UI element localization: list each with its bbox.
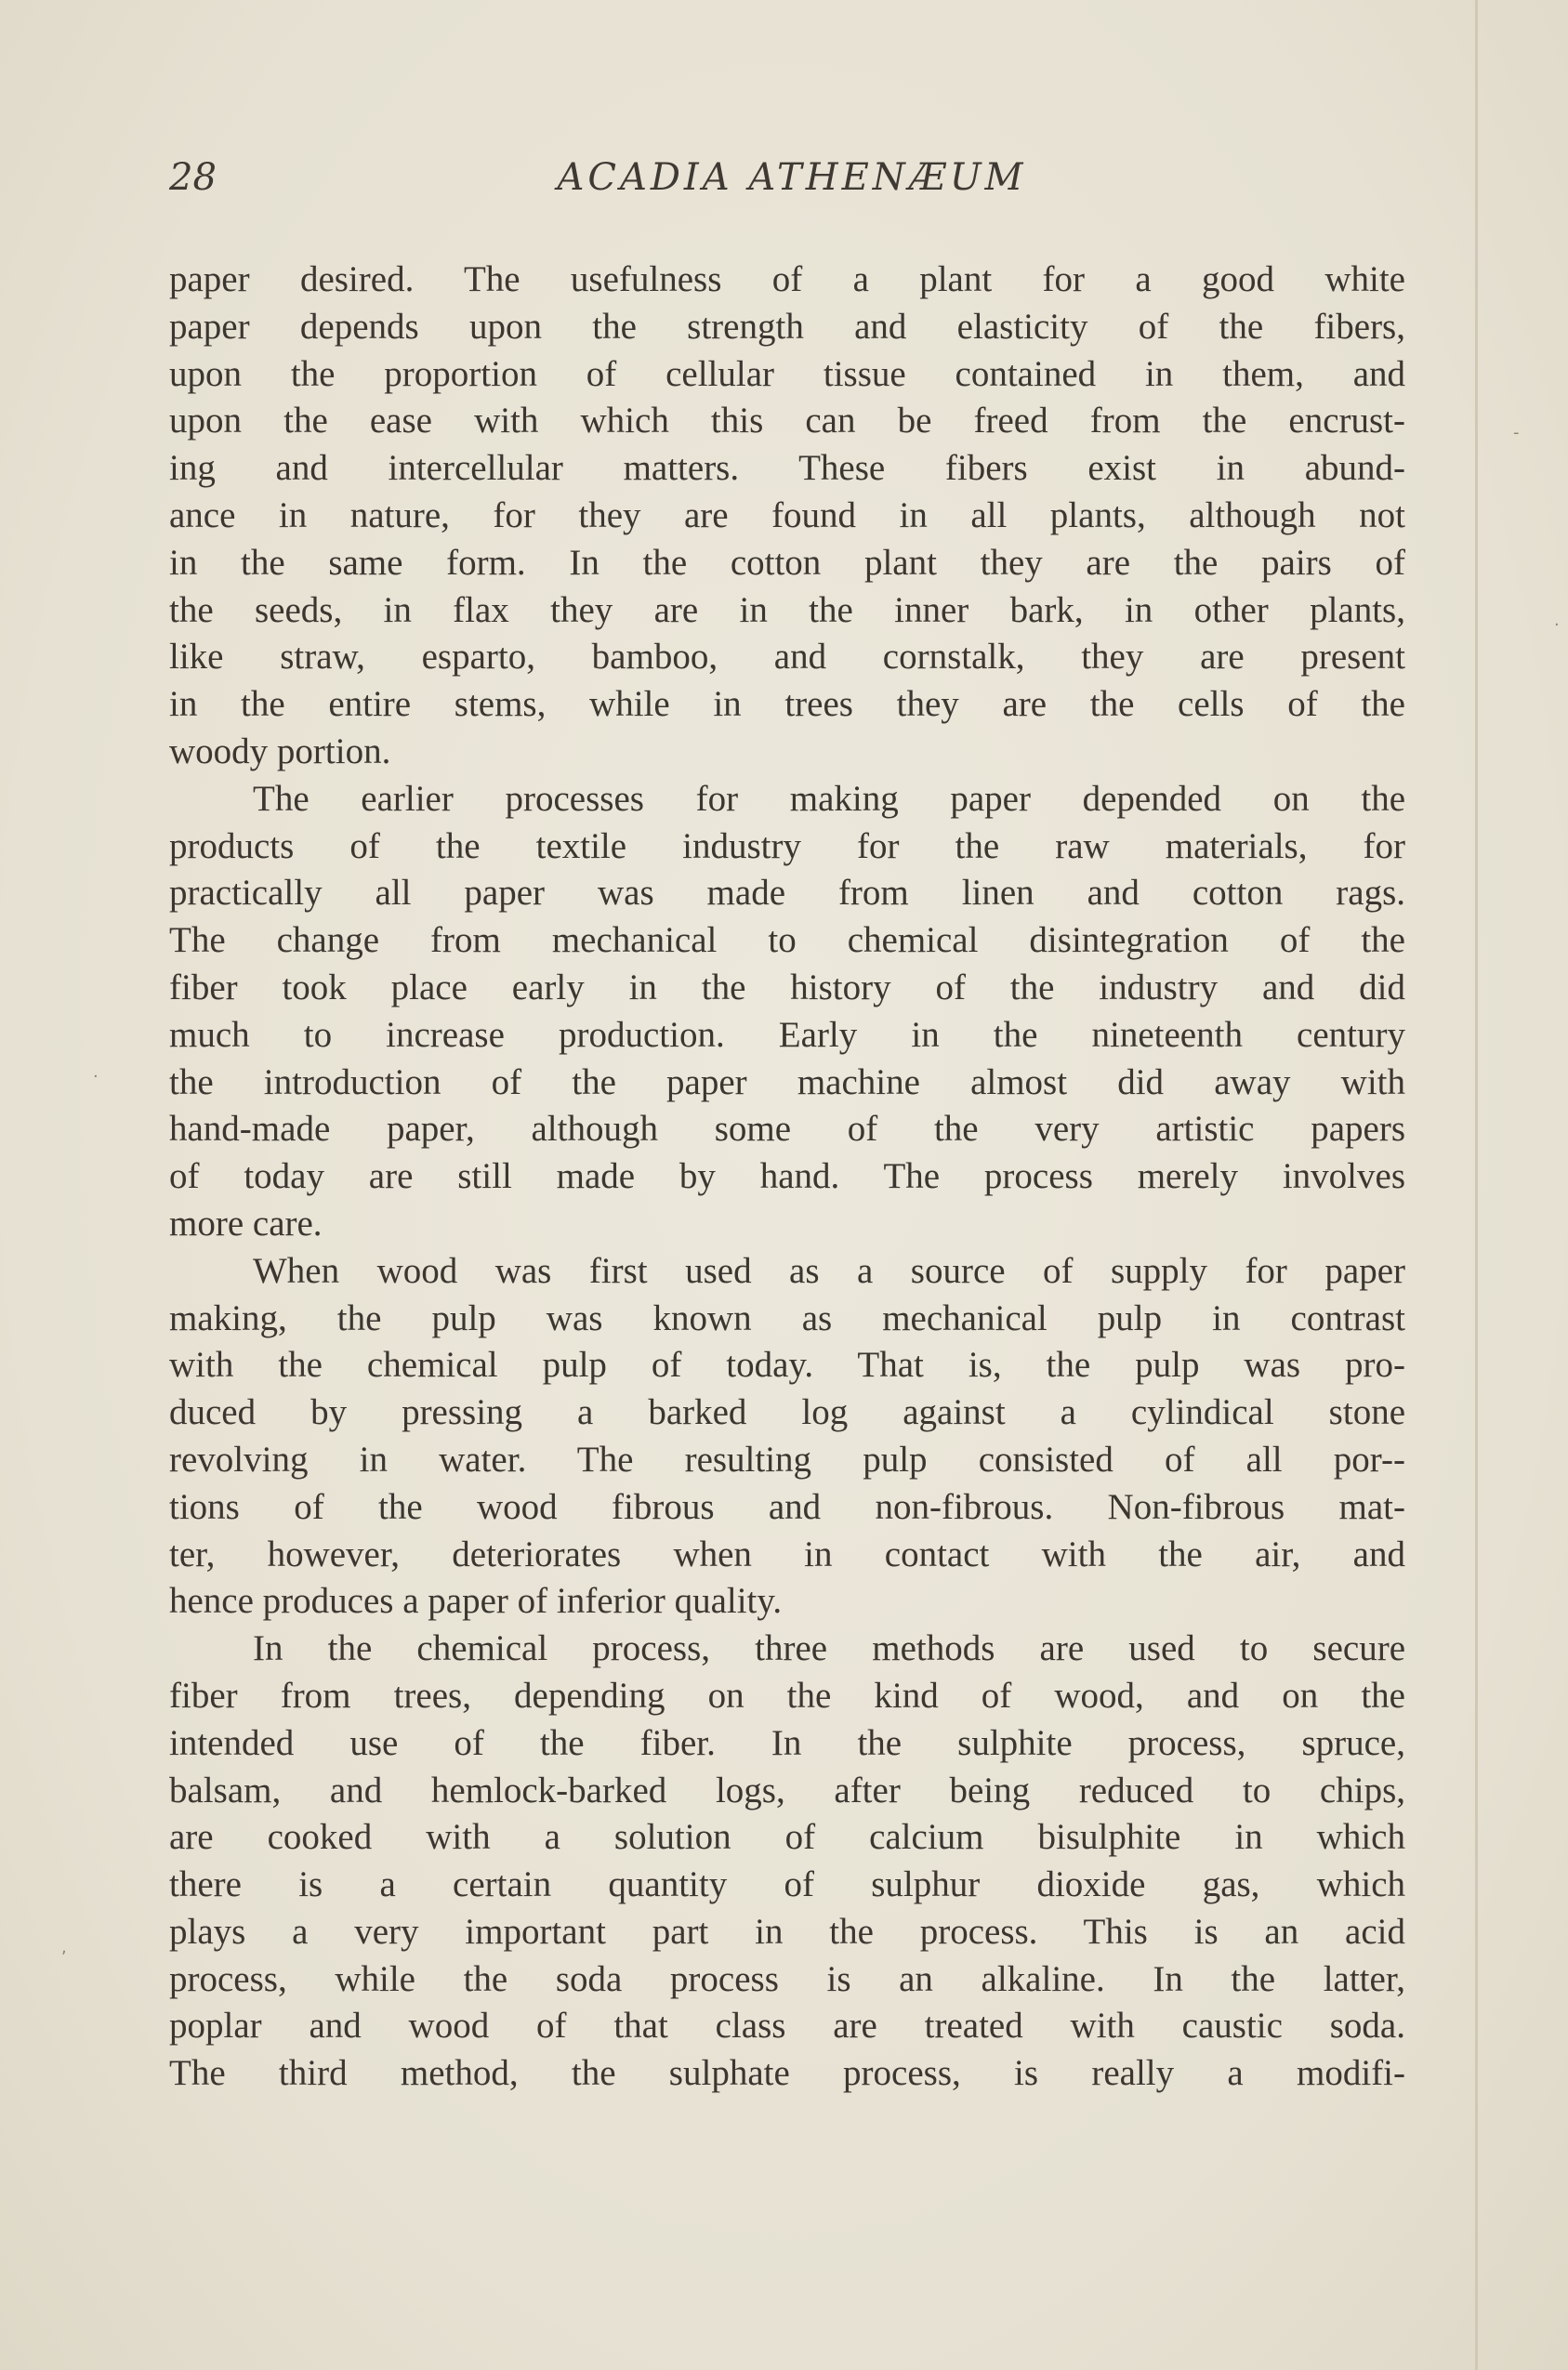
text-line: upon the proportion of cellular tissue contained in them, and: [169, 353, 1405, 394]
paragraph: [169, 257, 1405, 776]
text-line: upon the ease with which this can be freed from the encrust-: [169, 401, 1405, 441]
text-line: duced by pressing a barked log against a cylindical stone: [169, 1392, 1405, 1433]
text-line: fiber took place early in the history of the industry and did: [169, 967, 1405, 1007]
text-line: hence produces a paper of inferior quality.: [169, 1581, 783, 1622]
text-line: intended use of the fiber. In the sulphite process, spruce,: [169, 1722, 1405, 1763]
text-line: When wood was first used as a source of supply for paper: [253, 1250, 1405, 1291]
page-header: [169, 156, 1405, 212]
text-line: products of the textile industry for the raw materials, for: [169, 825, 1405, 866]
text-line: The third method, the sulphate process, is really a modifi-: [169, 2053, 1405, 2094]
text-line: like straw, esparto, bamboo, and cornstalk, they are present: [169, 637, 1405, 678]
text-line: much to increase production. Early in the nineteenth century: [169, 1014, 1405, 1055]
text-line: practically all paper was made from linen and cotton rags.: [169, 873, 1405, 914]
text-line: The change from mechanical to chemical disintegration of the: [169, 920, 1405, 961]
text-line: In the chemical process, three methods are used to secure: [253, 1628, 1405, 1669]
text-line: The earlier processes for making paper depended on the: [253, 778, 1405, 819]
text-line: are cooked with a solution of calcium bisulphite in which: [169, 1817, 1405, 1858]
text-line: paper depends upon the strength and elasticity of the fibers,: [169, 306, 1405, 347]
text-line: balsam, and hemlock-barked logs, after being reduced to chips,: [169, 1770, 1405, 1810]
text-line: ance in nature, for they are found in all plants, although not: [169, 494, 1405, 535]
text-line: more care.: [169, 1203, 323, 1244]
text-line: with the chemical pulp of today. That is, the pulp was pro-: [169, 1345, 1405, 1386]
text-line: making, the pulp was known as mechanical pulp in contrast: [169, 1297, 1405, 1338]
text-line: plays a very important part in the process. This is an acid: [169, 1911, 1405, 1952]
text-line: of today are still made by hand. The process merely involves: [169, 1156, 1405, 1197]
text-line: ter, however, deteriorates when in contact with the air, and: [169, 1534, 1405, 1574]
text-line: ing and intercellular matters. These fibers exist in abund-: [169, 448, 1405, 489]
text-line: the introduction of the paper machine almost did away with: [169, 1061, 1405, 1102]
margin-mark: ·: [1554, 615, 1560, 635]
paragraph: [169, 776, 1405, 1248]
text-line: tions of the wood fibrous and non-fibrous. Non-fibrous mat-: [169, 1486, 1405, 1527]
text-line: in the same form. In the cotton plant they are the pairs of: [169, 542, 1405, 583]
text-line: woody portion.: [169, 731, 391, 771]
text-line: fiber from trees, depending on the kind of wood, and on the: [169, 1675, 1405, 1716]
margin-mark: ,: [61, 1938, 67, 1957]
page-edge: [1475, 0, 1478, 2370]
page-number: 28: [169, 156, 217, 199]
text-line: in the entire stems, while in trees they are the cells of the: [169, 684, 1405, 725]
running-title: ACADIA ATHENÆUM: [557, 156, 1027, 199]
paragraph: [169, 1626, 1405, 2098]
body-text: [169, 257, 1405, 2098]
margin-mark: -: [1513, 423, 1520, 442]
text-line: poplar and wood of that class are treated with caustic soda.: [169, 2006, 1405, 2047]
text-line: process, while the soda process is an alkaline. In the latter,: [169, 1958, 1405, 1999]
paragraph: [169, 1248, 1405, 1626]
text-line: hand-made paper, although some of the very artistic papers: [169, 1109, 1405, 1150]
text-line: paper desired. The usefulness of a plant for a good white: [169, 259, 1405, 299]
text-line: the seeds, in flax they are in the inner bark, in other plants,: [169, 589, 1405, 630]
text-line: there is a certain quantity of sulphur dioxide gas, which: [169, 1864, 1405, 1905]
margin-mark: ·: [93, 1067, 99, 1086]
text-line: revolving in water. The resulting pulp consisted of all por--: [169, 1439, 1405, 1480]
